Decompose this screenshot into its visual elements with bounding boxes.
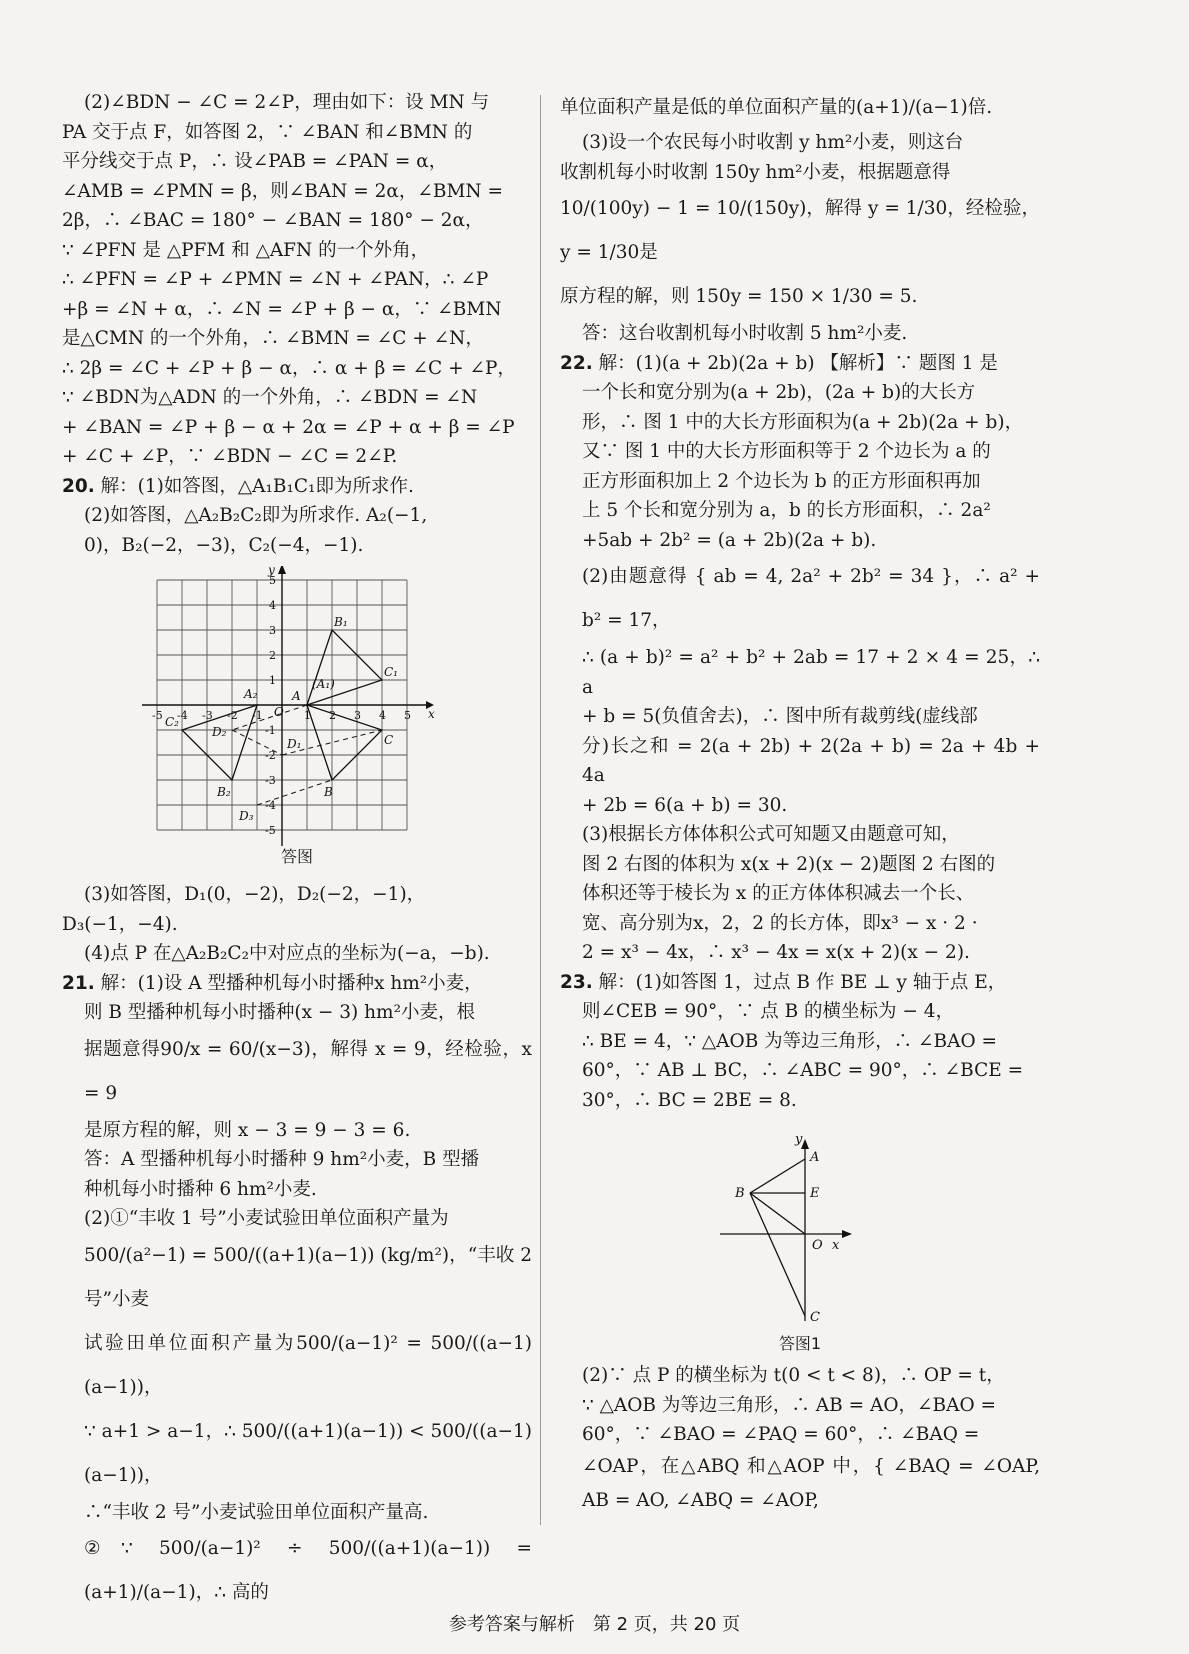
text-line: ∴ ∠PFN = ∠P + ∠PMN = ∠N + ∠PAN，∴ ∠P [62,269,489,290]
svg-text:C₂: C₂ [165,715,179,729]
text-line: (3)根据长方体体积公式可知题又由题意可知， [582,824,960,845]
q20-solution [62,472,532,969]
svg-text:x: x [428,707,435,721]
svg-text:C: C [384,733,394,747]
q21-continued [560,88,1040,349]
svg-text:E: E [810,1186,820,1201]
svg-text:A: A [292,689,301,703]
q22-solution [560,349,1040,968]
coordinate-grid-figure [62,566,532,866]
text-line: 形，∴ 图 1 中的大长方形面积为(a + 2b)(2a + b)， [582,411,1024,433]
text-line: PA 交于点 F，如答图 2，∵ ∠BAN 和∠BMN 的 [62,121,473,143]
text-line: (2)由题意得 { ab = 4, 2a² + 2b² = 34 }，∴ a² + b² = 17， [582,566,1040,631]
text-line: 解：(1)如答图，△A₁B₁C₁即为所求作. [100,475,414,497]
grid-diagram [62,566,532,866]
text-line: 2β，∴ ∠BAC = 180° − ∠BAN = 180° − 2α， [62,210,484,231]
text-line: 种机每小时播种 6 hm²小麦. [84,1178,317,1200]
text-line: ∠OAP，在△ABQ 和△AOP 中，{ ∠BAQ = ∠OAP, AB = AO, ∠ABQ = ∠AOP, [582,1455,1040,1511]
svg-text:B₁: B₁ [334,615,348,629]
text-line: ②∵ 500/(a−1)² ÷ 500/((a+1)(a−1)) = (a+1)/(a−1)，∴ 高的 [84,1538,532,1603]
page-footer: 参考答案与解析 第 2 页，共 20 页 [448,1614,741,1635]
svg-text:-5: -5 [152,709,163,722]
svg-text:1: 1 [269,674,276,687]
right-column [560,88,1040,1518]
svg-text:x: x [832,1238,840,1253]
text-line: 又∵ 图 1 中的大长方形面积等于 2 个边长为 a 的 [582,441,991,462]
text-line: +β = ∠N + α，∴ ∠N = ∠P + β − α，∵ ∠BMN [62,298,502,320]
text-line: + ∠C + ∠P，∵ ∠BDN − ∠C = 2∠P. [62,446,398,467]
text-line: ∵ ∠BDN为△ADN 的一个外角，∴ ∠BDN = ∠N [62,387,478,408]
text-line: 解：(1)(a + 2b)(2a + b) 【解析】∵ 题图 1 是 [598,352,998,374]
svg-text:O: O [274,705,284,719]
text-line: 10/(100y) − 1 = 10/(150y)，解得 y = 1/30，经检验，y = 1/30是 [560,198,1040,263]
text-line: ∴ 2β = ∠C + ∠P + β − α，∴ α + β = ∠C + ∠P， [62,357,516,379]
q23-solution [560,968,1040,1518]
svg-text:-1: -1 [252,709,263,722]
figure-caption: 答图 [280,847,313,866]
svg-text:-2: -2 [227,709,238,722]
column-divider [540,95,541,1525]
text-line: 体积还等于棱长为 x 的正方体体积减去一个长、 [582,883,975,904]
text-line: 试验田单位面积产量为500/(a−1)² = 500/((a−1)(a−1))， [84,1332,532,1398]
svg-text:A₂: A₂ [244,687,258,701]
svg-text:-1: -1 [265,724,276,737]
svg-text:3: 3 [269,624,276,637]
text-line: ∴“丰收 2 号”小麦试验田单位面积产量高. [84,1501,429,1523]
figure-caption: 答图1 [778,1334,822,1353]
text-line: 正方形面积加上 2 个边长为 b 的正方形面积再加 [582,470,981,492]
svg-text:B: B [735,1186,745,1201]
text-line: 是原方程的解，则 x − 3 = 9 − 3 = 6. [84,1119,411,1141]
text-line: 分)长之和 = 2(a + 2b) + 2(2a + b) = 2a + 4b + 4a [582,735,1040,786]
svg-text:-2: -2 [265,749,276,762]
text-line: 0)，B₂(−2，−3)，C₂(−4，−1). [84,534,364,556]
text-line: 则 B 型播种机每小时播种(x − 3) hm²小麦，根 [84,1002,476,1023]
text-line: ∵ a+1 > a−1，∴ 500/((a+1)(a−1)) < 500/((a−1)(a−1))， [84,1420,532,1486]
svg-text:C: C [810,1310,820,1325]
svg-text:-5: -5 [265,824,276,837]
text-line: (2)∠BDN − ∠C = 2∠P，理由如下：设 MN 与 [84,92,490,113]
text-line: (3)如答图，D₁(0，−2)，D₂(−2，−1)， [84,884,426,905]
svg-text:-3: -3 [202,709,213,722]
text-line: D₃(−1，−4). [62,913,178,935]
text-line: 答：这台收割机每小时收割 5 hm²小麦. [582,323,908,344]
text-line: ∴ BE = 4，∵ △AOB 为等边三角形，∴ ∠BAO = [582,1030,998,1052]
text-line: 宽、高分别为x，2，2 的长方体，即x³ − x · 2 · [582,912,978,934]
text-line: 是△CMN 的一个外角，∴ ∠BMN = ∠C + ∠N， [62,328,484,349]
text-line: 60°，∵ ∠BAO = ∠PAQ = 60°，∴ ∠BAQ = [582,1424,980,1445]
text-line: (2)如答图，△A₂B₂C₂即为所求作. A₂(−1, [84,505,428,526]
svg-text:-4: -4 [265,799,276,812]
text-line: + b = 5(负值舍去)，∴ 图中所有裁剪线(虚线部 [582,706,978,727]
svg-text:2: 2 [329,709,336,722]
svg-text:B₂: B₂ [217,785,231,799]
text-line: 30°，∴ BC = 2BE = 8. [582,1089,797,1111]
svg-text:-4: -4 [177,709,188,722]
text-line: (2)①“丰收 1 号”小麦试验田单位面积产量为 [84,1208,449,1229]
text-line: (4)点 P 在△A₂B₂C₂中对应点的坐标为(−a，−b). [84,943,490,964]
question-number: 21. [62,972,95,994]
question-number: 22. [560,352,593,374]
svg-text:3: 3 [354,709,361,722]
text-line: ∵ ∠PFN 是 △PFM 和 △AFN 的一个外角， [62,239,430,261]
svg-text:4: 4 [379,709,386,722]
svg-text:2: 2 [269,649,276,662]
text-line: 答：A 型播种机每小时播种 9 hm²小麦，B 型播 [84,1149,480,1170]
text-line: ∴ (a + b)² = a² + b² + 2ab = 17 + 2 × 4 = 25，∴ a [582,647,1040,698]
svg-text:-3: -3 [265,774,276,787]
text-line: + ∠BAN = ∠P + β − α + 2α = ∠P + α + β = ∠P [62,416,515,438]
question-number: 23. [560,971,593,993]
svg-text:1: 1 [304,709,311,722]
svg-text:D₁: D₁ [287,737,302,751]
text-line: 图 2 右图的体积为 x(x + 2)(x − 2)题图 2 右图的 [582,853,996,875]
svg-text:B: B [324,785,333,799]
text-line: 上 5 个长和宽分别为 a，b 的长方形面积，∴ 2a² [582,500,991,521]
text-line: 60°，∵ AB ⊥ BC，∴ ∠ABC = 90°，∴ ∠BCE = [582,1060,1024,1081]
text-line: 收割机每小时收割 150y hm²小麦，根据题意得 [560,161,951,183]
q19-solution [62,88,532,472]
text-line: + 2b = 6(a + b) = 30. [582,794,788,816]
question-number: 20. [62,475,95,497]
q21-solution [62,969,532,1616]
svg-text:(A₁): (A₁) [312,677,335,691]
svg-text:D₂: D₂ [212,725,227,739]
text-line: 据题意得90/x = 60/(x−3)，解得 x = 9，经检验，x = 9 [84,1038,532,1104]
svg-text:A: A [810,1150,820,1165]
text-line: 单位面积产量是低的单位面积产量的(a+1)/(a−1)倍. [560,97,993,118]
text-line: 500/(a²−1) = 500/((a+1)(a−1)) (kg/m²)，“丰收 2 号”小麦 [84,1244,532,1310]
text-line: 2 = x³ − 4x，∴ x³ − 4x = x(x + 2)(x − 2). [582,942,970,963]
text-line: 解：(1)如答图 1，过点 B 作 BE ⊥ y 轴于点 E， [598,971,1007,993]
svg-text:D₃: D₃ [239,809,254,823]
svg-text:5: 5 [404,709,411,722]
left-column [62,88,532,1615]
triangle-diagram [560,1121,1040,1331]
svg-text:y: y [795,1132,803,1147]
text-line: 解：(1)设 A 型播种机每小时播种x hm²小麦， [100,972,483,994]
svg-text:y: y [268,566,275,577]
text-line: 则∠CEB = 90°，∵ 点 B 的横坐标为 − 4， [582,1001,955,1022]
text-line: +5ab + 2b² = (a + 2b)(2a + b). [582,529,877,551]
text-line: ∠AMB = ∠PMN = β，则∠BAN = 2α，∠BMN = [62,180,503,202]
text-line: ∵ △AOB 为等边三角形，∴ AB = AO，∠BAO = [582,1394,997,1416]
text-line: 一个长和宽分别为(a + 2b)，(2a + b)的大长方 [582,382,976,403]
svg-text:5: 5 [269,574,276,587]
text-line: 原方程的解，则 150y = 150 × 1/30 = 5. [560,286,918,307]
svg-text:C₁: C₁ [384,665,398,679]
text-line: 平分线交于点 P，∴ 设∠PAB = ∠PAN = α， [62,151,448,172]
text-line: (2)∵ 点 P 的横坐标为 t(0 < t < 8)，∴ OP = t， [582,1365,1005,1386]
triangle-figure [560,1121,1040,1351]
svg-text:O: O [812,1238,823,1253]
svg-text:4: 4 [269,599,276,612]
text-line: (3)设一个农民每小时收割 y hm²小麦，则这台 [582,132,964,153]
